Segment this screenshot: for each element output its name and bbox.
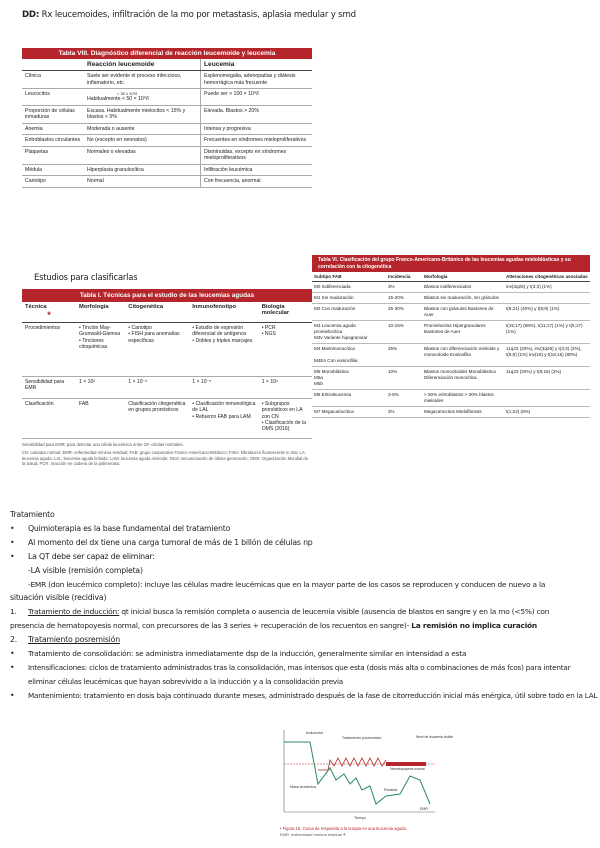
table-cell: Blastos con gránulos Bastones de Auer [422, 303, 504, 320]
table-row [22, 123, 312, 135]
table-cell: Sensibilidad para EMR [22, 377, 76, 399]
section-heading-estudios: Estudios para clasificarlas [34, 272, 138, 282]
table-cell [504, 389, 590, 406]
table-cell: Blastos con diferenciación mieloide y monocitoide Eosinofilia [422, 343, 504, 366]
table-cell: Frecuentes en síndromes mieloproliferativos [201, 135, 313, 147]
table-row [22, 71, 312, 89]
table-header-cell: Inmunofenotipo [189, 302, 258, 323]
table-cell: Clasificación citogenética en grupos pronósticos [125, 399, 189, 439]
table-header-cell: Citogenética [125, 302, 189, 323]
table-cell: 1 × 10² [76, 377, 125, 399]
label-post: Tratamiento posremisión [342, 736, 382, 740]
list-item: • Tratamiento de consolidación: se administra inmediatamente dsp de la inducción, generalmente similar en intensidad a esta [10, 647, 595, 661]
table-row [312, 292, 590, 303]
table-cell: Procedimientos [22, 323, 76, 377]
leukemic-mass-curve [284, 742, 430, 804]
table-header-cell [22, 302, 76, 323]
bullet: • [10, 523, 15, 533]
table-row [312, 406, 590, 417]
table-cell: Blastos sin maduración, sin gránulos [422, 292, 504, 303]
table-row [22, 135, 312, 147]
table-header-cell: Alteraciones citogenéticas asociadas [504, 272, 590, 282]
table-cell: t(15;17) (98%), t(11;17) (1%) y t(5;17) (1%) [504, 320, 590, 343]
list-item: • Mantenimiento: tratamiento en dosis baja continuado durante meses, administrado después de la fase de citorreducción inicial más enérgica, útil sobre todo en la LAL [10, 689, 600, 703]
table-header-cell: Morfología [76, 302, 125, 323]
table-cell [504, 292, 590, 303]
table-vi [312, 255, 590, 418]
table-cell-text: Habitualmente < 50 × 10⁹/l [87, 96, 149, 102]
table-row [22, 89, 312, 106]
table-cell: Elevada. Blastos > 20% [201, 105, 313, 123]
table-cell: Clínica [22, 71, 84, 89]
registered-mark: ® [342, 832, 346, 837]
table-cell: • Subgrupos pronósticos en LA con CN • Clasificación de la OMS (2016) [259, 399, 312, 439]
table-row [312, 343, 590, 366]
table-row [22, 164, 312, 176]
table-cell: t(8;21) (40%) y t(6;9) (1%) [504, 303, 590, 320]
table-cell: M0 Indiferenciada [312, 282, 386, 293]
hematopoiesis-bar [386, 762, 426, 766]
table-header-cell: Reacción leucemoide [84, 59, 201, 71]
table-cell [84, 89, 201, 106]
table-header-row [312, 272, 590, 282]
table-cell: 10% [386, 366, 422, 389]
table-row [312, 282, 590, 293]
induction-item-cont [10, 619, 595, 633]
table-row [22, 377, 312, 399]
table-header-cell: Biología molecular [259, 302, 312, 323]
table-row [22, 105, 312, 123]
header-text: Técnica [25, 304, 47, 310]
figure-caption-abbrev [280, 832, 346, 837]
label-masa: Masa leucémica [290, 785, 316, 789]
table-i-title: Tabla I. Técnicas para el estudio de las leucemias agudas [22, 289, 312, 302]
table-cell: > 50% eritroblastos > 30% blastos mieloides [422, 389, 504, 406]
list-item [10, 564, 595, 578]
treatment-heading [10, 508, 595, 522]
table-cell: No (excepto en neonatos) [84, 135, 201, 147]
table-row [312, 389, 590, 406]
table-cell: Disminuidas, excepto en síndromes mieloproliferativos [201, 146, 313, 164]
asterisk-mark: * [47, 310, 51, 320]
table-cell: Cariotipo [22, 176, 84, 188]
table-cell: M6 Eritroleucemia [312, 389, 386, 406]
table-cell: 1 × 10⁻² [125, 377, 189, 399]
table-header-cell [22, 59, 84, 71]
table-cell: 11q23 (20%), inv(3q26) y t(3;3) (3%), t(6;9) (1%) inv(16) y t(16;16) (80%) [504, 343, 590, 366]
list-item-text: Tratamiento de consolidación: se administra inmediatamente dsp de la inducción, generalmente similar en intensidad a esta [28, 649, 467, 659]
table-cell: Infiltración leucémica [201, 164, 313, 176]
table-i-grid [22, 302, 312, 439]
table-cell: M7 Megacariocítica [312, 406, 386, 417]
table-cell: Clasificación [22, 399, 76, 439]
table-cell: M5 Monoblástica M5a M5b [312, 366, 386, 389]
table-cell: Intensa y progresiva [201, 123, 313, 135]
table-row [312, 320, 590, 343]
table-cell: 10-15% [386, 320, 422, 343]
induction-item [10, 605, 595, 619]
table-cell: M1 Sin maduración [312, 292, 386, 303]
table-cell: M3 Leucemia aguda promielocítica M3v Variante hipogranular [312, 320, 386, 343]
table-cell: Eritroblastos circulantes [22, 135, 84, 147]
bullet: • [10, 551, 15, 561]
table-cell: Hiperplasia granulocítica [84, 164, 201, 176]
list-item-text: Al momento del dx tiene una carga tumoral de más de 1 billón de células np [28, 537, 313, 547]
label-hemato: Hematopoyesis normal [390, 767, 425, 771]
table-cell: Suele ser evidente el proceso infeccioso, inflamatorio, etc. [84, 71, 201, 89]
table-cell: Blastos indiferenciados [422, 282, 504, 293]
post-remission-title: Tratamiento posremisión [28, 635, 120, 645]
table-viii-grid [22, 59, 312, 188]
response-curve-svg [270, 724, 454, 824]
list-item-text: -EMR (don leucémico completo): incluye las células madre leucémicas que en la mayor parte de los casos se reproducen y conducen de nuevo a la [28, 579, 546, 589]
list-item-text: La QT debe ser capaz de eliminar: [28, 551, 155, 561]
table-cell: Leucocitos [22, 89, 84, 106]
table-row [22, 146, 312, 164]
table-cell: • Tinción May-Grunwald-Giemsa • Tinciones citoquímicas [76, 323, 125, 377]
bullet: • [10, 537, 15, 547]
table-cell: • Clasificación inmunológica de LAL • Refuerzo FAB para LAM [189, 399, 258, 439]
table-row [22, 323, 312, 377]
table-cell: Moderada o ausente [84, 123, 201, 135]
table-vi-title: Tabla VI. Clasificación del grupo Franco-Americano-Británico de las leucemias agudas mieloblásticas y su correlación con la citogenética [312, 255, 590, 272]
table-cell: • PCR • NGS [259, 323, 312, 377]
table-cell: 25-30% [386, 303, 422, 320]
table-cell: • Estudio de expresión diferencial de antígenos • Dobles y triples marcajes [189, 323, 258, 377]
table-cell: Escasa. Habitualmente mielocitos < 15% y blastos < 5% [84, 105, 201, 123]
induction-text-2: presencia de hematopoyesis normal, con precursores de las 3 series + recuperación de los recuentos en sangre)- [10, 621, 412, 631]
table-cell: Normales o elevadas [84, 146, 201, 164]
list-item [10, 578, 595, 592]
label-legend: Nivel de leucemia visible [416, 735, 454, 739]
table-header-cell: Subtipo FAB [312, 272, 386, 282]
table-cell: Blastos monocitoides Monoblástica Diferenciación monocítica [422, 366, 504, 389]
table-cell: Con frecuencia, anormal [201, 176, 313, 188]
list-item-text: Quimioterapia es la base fundamental del tratamiento [28, 523, 231, 533]
differential-diagnosis-line [22, 10, 356, 20]
list-item [10, 591, 595, 605]
induction-title: Tratamiento de inducción: [28, 607, 120, 617]
induction-bold: La remisión no implica curación [411, 621, 537, 631]
list-item-text: -LA visible (remisión completa) [28, 565, 143, 575]
table-cell: 15-20% [386, 292, 422, 303]
table-cell: M4 Mielomonocítica M4Eo Con eosinofilia [312, 343, 386, 366]
list-item-text: Mantenimiento: tratamiento en dosis baja continuado durante meses, administrado después de la fase de citorreducción inicial más enérgica, útil sobre todo en la LAL [28, 690, 598, 700]
table-cell: 3% [386, 282, 422, 293]
table-cell: 3-5% [386, 389, 422, 406]
table-cell: 25% [386, 343, 422, 366]
table-row [312, 303, 590, 320]
table-row [22, 399, 312, 439]
table-i [22, 289, 312, 467]
table-header-row [22, 59, 312, 71]
table-header-cell: Morfología [422, 272, 504, 282]
table-header-row [22, 302, 312, 323]
table-cell: FAB [76, 399, 125, 439]
handwritten-note: < 30 x 10⁹/l [117, 91, 138, 96]
heading-text: Tratamiento [10, 510, 55, 519]
table-cell: 11q23 (20%) y t(8;16) (2%) [504, 366, 590, 389]
table-cell: Anemia [22, 123, 84, 135]
table-cell: • Cariotipo • FISH para anomalías específicas [125, 323, 189, 377]
dd-label: DD: [22, 10, 40, 20]
table-cell: Puede ser > 100 × 10⁹/l [201, 89, 313, 106]
treatment-notes [10, 508, 598, 703]
table-header-cell: Leucemia [201, 59, 313, 71]
post-remission-item [10, 633, 595, 647]
table-row [312, 366, 590, 389]
table-viii-title: Tabla VIII. Diagnóstico diferencial de reacción leucemoide y leucemia [22, 48, 312, 59]
table-cell: Esplenomegalia, adenopatías y diátesis hemorrágica más frecuente [201, 71, 313, 89]
item-number: 2. [10, 635, 18, 645]
table-cell: inv(3q26) y t(3;3) (1%) [504, 282, 590, 293]
caption-text: EMR: enfermedad mínima residual [280, 832, 342, 837]
table-i-footnote: Sensibilidad para EMR: para detectar una célula leucémica entre 10ⁿ células normales. [22, 442, 184, 447]
list-item-text: situación visible (recidiva) [10, 593, 107, 603]
figure-caption: • Figura 15. Curva de respuesta a la terapia en una leucemia aguda. [280, 826, 407, 831]
table-cell: Médula [22, 164, 84, 176]
table-header-cell: Incidencia [386, 272, 422, 282]
list-item-text: Intensificaciones: ciclos de tratamiento administrados tras la consolidación, mas intensos que esta (dosis más alta o combinaciones de más fcos) para intentar eliminar células leucémicas que hayan sobrevivido a la inducción y a la consolidación previa [28, 662, 571, 686]
x-axis-label: Tiempo [354, 816, 366, 820]
item-number: 1. [10, 607, 17, 617]
table-cell: Proporción de células inmaduras [22, 105, 84, 123]
table-cell: t(1;22) (5%) [504, 406, 590, 417]
label-emr: EMR [420, 807, 428, 811]
table-i-abbreviations: CN: cariotipo normal; EMR: enfermedad mínima residual; FAB: grupo cooperativo Franco-Americano-Británico; FISH: hibridación fluorescente in situ; LA: leucemia aguda; LAL: leucemia aguda linfoide; LAM: leucemia aguda mieloide; NGS: secuenciación de última generación; OMS: Organización Mundial de la Salud; PCR: reacción en cadena de la polimerasa. [22, 450, 309, 467]
list-item [10, 522, 595, 536]
list-item [10, 536, 595, 550]
table-cell: 3% [386, 406, 422, 417]
table-cell: Normal [84, 176, 201, 188]
table-cell: M2 Con maduración [312, 303, 386, 320]
response-curve-figure [270, 724, 454, 842]
label-induccion: Inducción [306, 730, 324, 735]
table-cell: Plaquetas [22, 146, 84, 164]
table-vi-grid [312, 272, 590, 418]
table-cell: 1 × 10⁻⁵ [189, 377, 258, 399]
table-row [22, 176, 312, 188]
table-cell: Promielocitos Hipergranulares Bastones de Auer [422, 320, 504, 343]
list-item [10, 550, 595, 564]
list-item: • Intensificaciones: ciclos de tratamiento administrados tras la consolidación, mas intensos que esta (dosis más alta o combinaciones de más fcos) para intentar eliminar células leucémicas que hayan sobrevivido a la inducción y a la consolidación previa [10, 661, 595, 689]
dd-text: Rx leucemoides, infiltración de la mo por metastasis, aplasia medular y smd [39, 10, 356, 20]
label-recaida: Recaída [384, 788, 398, 792]
table-cell: Megacariocitos Mielofibrosis [422, 406, 504, 417]
table-viii [22, 48, 312, 188]
induction-text: qt inicial busca la remisión completa o ausencia de leucemia visible (ausencia de blastos en sangre y en la mo (<5%) con [119, 607, 550, 617]
table-cell: 1 × 10⁶ [259, 377, 312, 399]
